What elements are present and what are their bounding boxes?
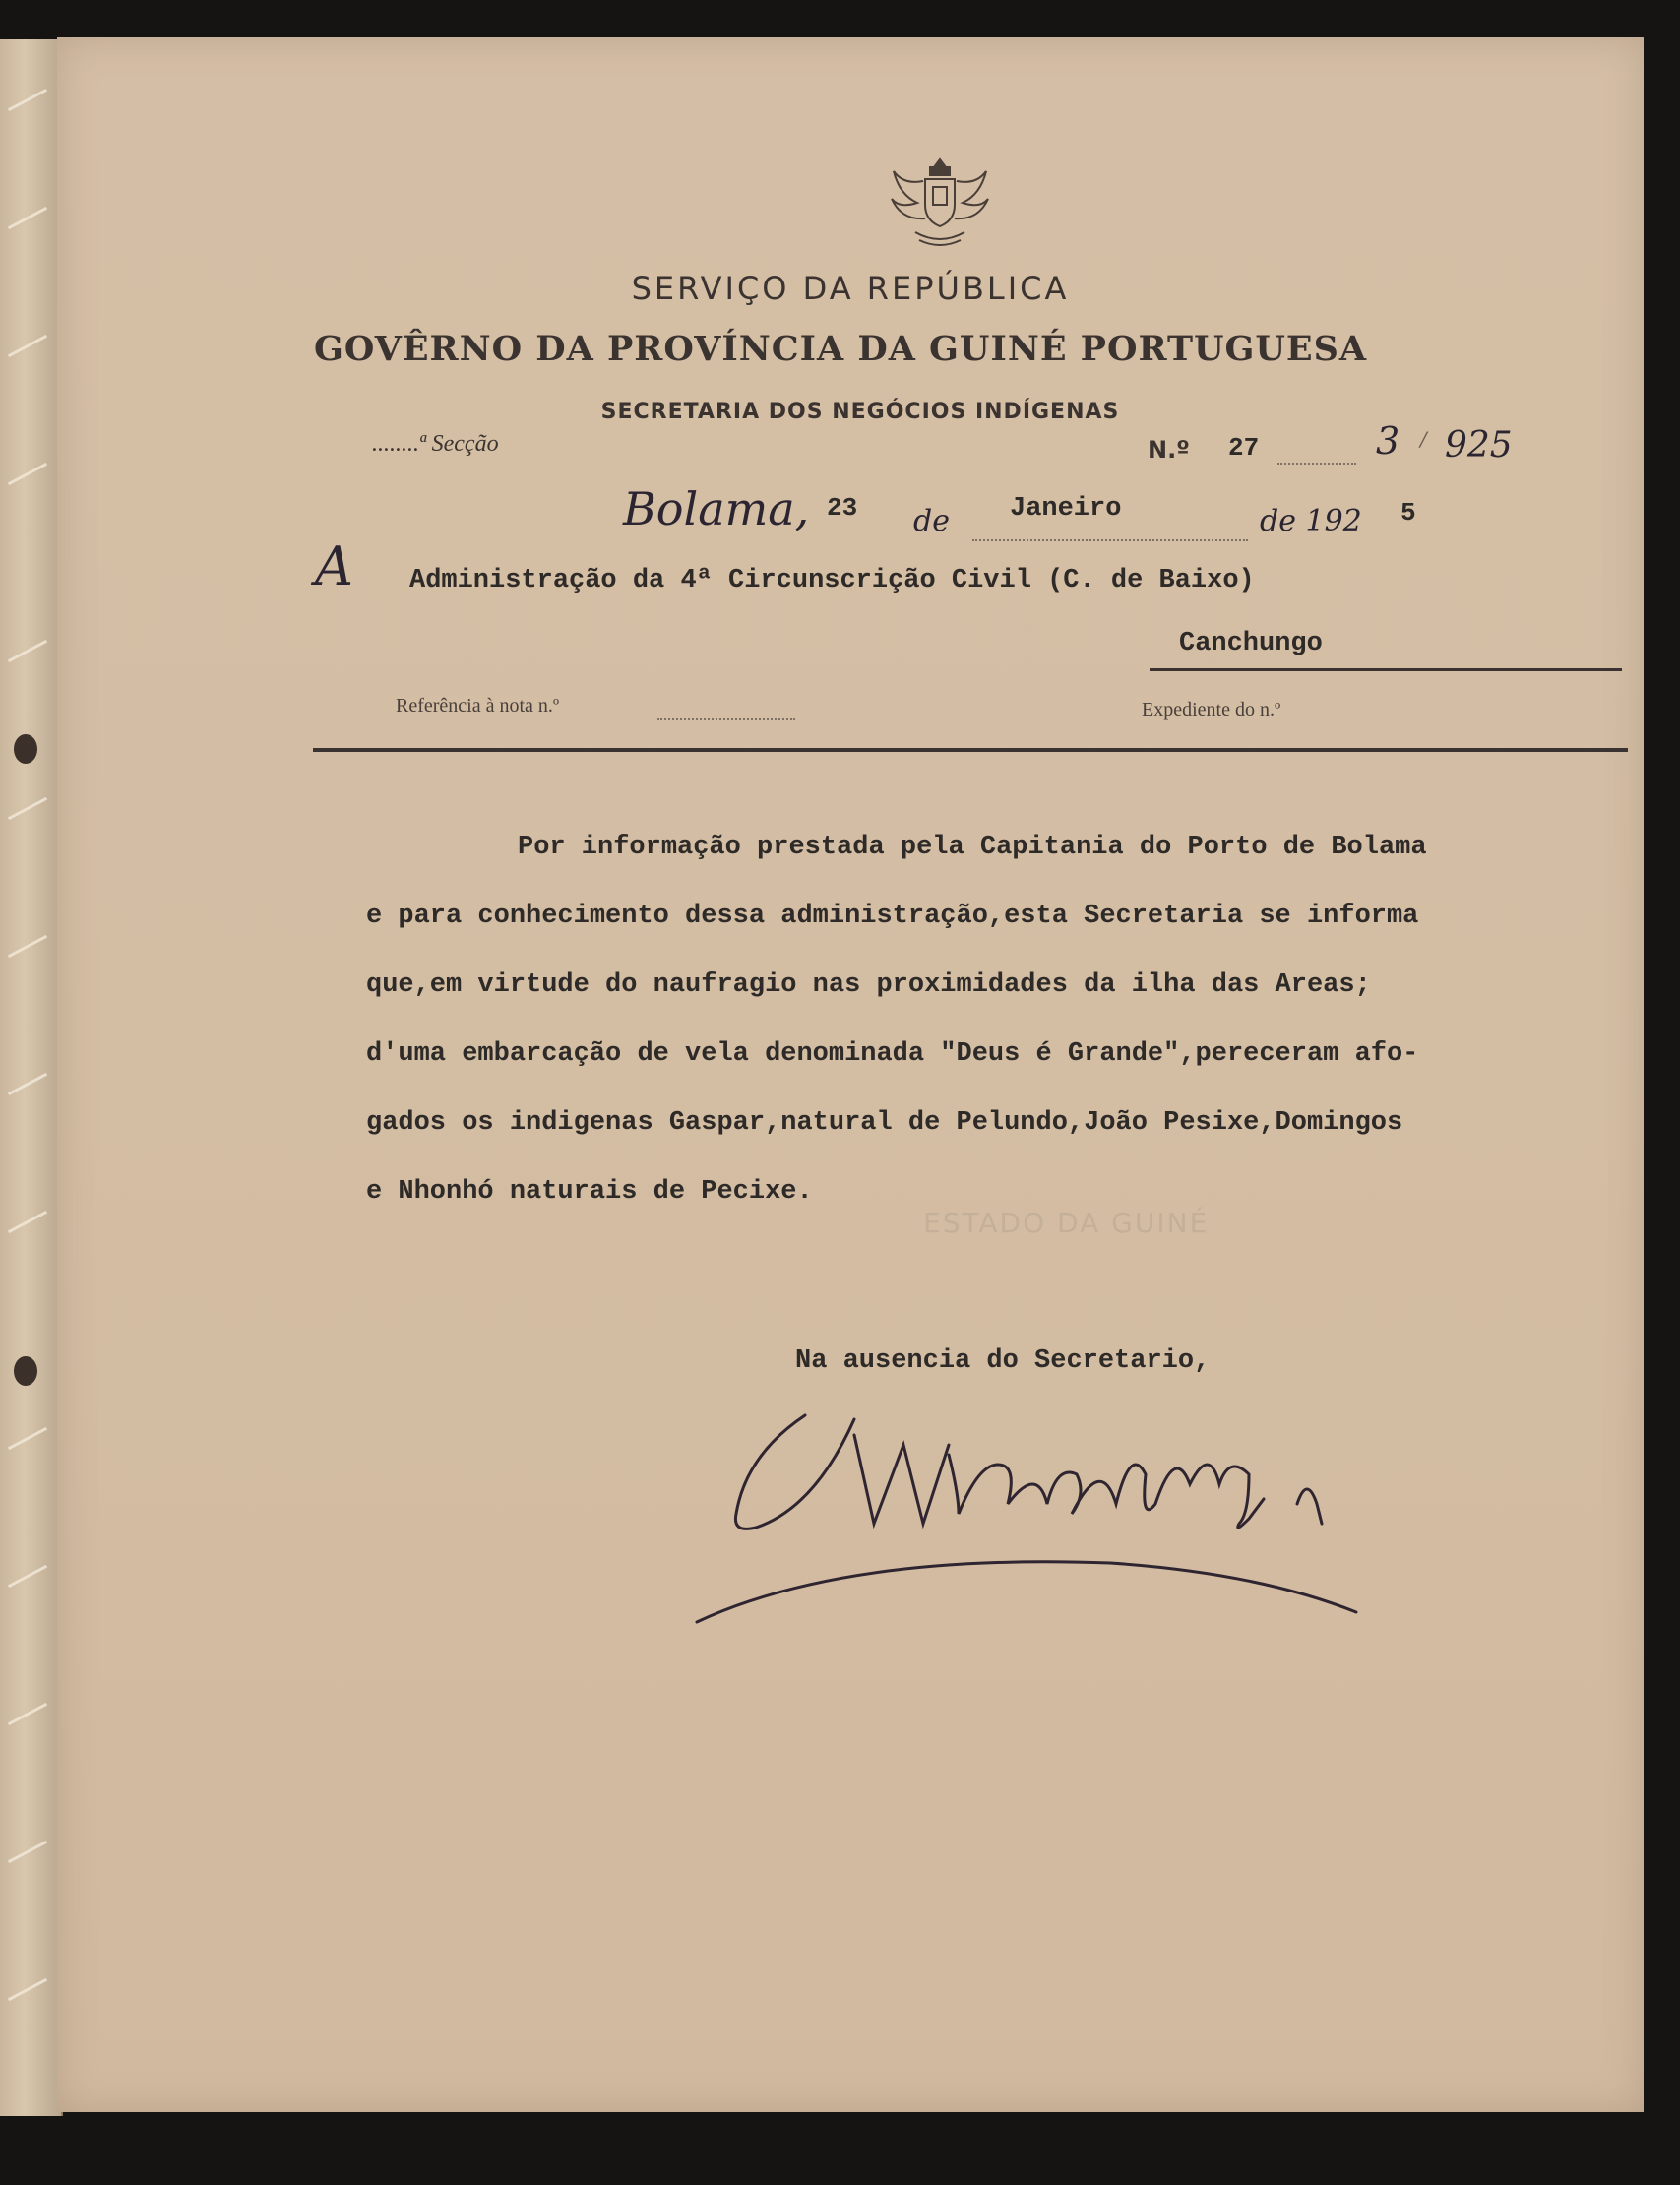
binding-stitch	[8, 1841, 47, 1863]
binding-stitch	[8, 935, 47, 958]
document-page: SERVIÇO DA REPÚBLICA GOVÊRNO DA PROVÍNCIA DA GUINÉ PORTUGUESA SECRETARIA DOS NEGÓCIOS INDÍGENAS ........ª Secção N.º 27 3 / 925 Bolama, 23 de Janeiro de 192 5 A Administração da 4ª Circunscrição Civil (C. de Baixo) Canchungo Referência à nota n.º Expediente do n.º ESTADO DA GUINÉ Por informação prestada pela Capitania do Porto de Bolama e para conhecimento dessa administração,esta Secretaria se informa que,em virtude do naufragio nas proximidades da ilha das Areas; d'uma embarcação de vela denominada "Deus é Grande",pereceram afo- gados os indigenas Gaspar,natural de Pelundo,João Pesixe,Domingos e Nhonhó naturais de Pecixe. Na ausencia do Secretario,	[57, 37, 1644, 2112]
numero-value: 27	[1228, 433, 1260, 463]
binding-stitch	[8, 1703, 47, 1725]
body-line: gados os indigenas Gaspar,natural de Pelundo,João Pesixe,Domingos	[366, 1108, 1403, 1138]
date-day: 23	[827, 493, 858, 523]
faded-watermark: ESTADO DA GUINÉ	[923, 1207, 1210, 1239]
body-line: Por informação prestada pela Capitania do Porto de Bolama	[518, 833, 1427, 862]
binding-stitch	[8, 1427, 47, 1450]
binding-stitch	[8, 335, 47, 357]
numero-label: N.º	[1148, 436, 1190, 464]
date-place: Bolama,	[623, 482, 810, 535]
closing-line: Na ausencia do Secretario,	[795, 1346, 1211, 1376]
addressee-place: Canchungo	[1179, 629, 1323, 658]
numero-year: 925	[1445, 425, 1513, 466]
header-service: SERVIÇO DA REPÚBLICA	[631, 270, 1070, 307]
binding-stitch	[8, 1211, 47, 1233]
header-divider	[313, 748, 1628, 752]
body-line: e para conhecimento dessa administração,esta Secretaria se informa	[366, 902, 1419, 931]
coat-of-arms-icon	[886, 154, 994, 252]
expediente-label: Expediente do n.º	[1142, 699, 1281, 720]
date-year-digit: 5	[1400, 498, 1416, 528]
body-line: que,em virtude do naufragio nas proximidades da ilha das Areas;	[366, 970, 1371, 1000]
addressee-line: Administração da 4ª Circunscrição Civil (C. de Baixo)	[409, 566, 1255, 595]
binding-stitch	[8, 463, 47, 485]
addressee-prefix: A	[315, 535, 353, 597]
date-dotline	[972, 539, 1248, 541]
date-de-2: de 192	[1260, 504, 1362, 538]
signature-icon	[687, 1376, 1435, 1642]
numero-dotline	[1277, 463, 1356, 465]
referencia-dotline	[657, 718, 795, 720]
binding-stitch	[8, 207, 47, 229]
letter-body	[366, 833, 1680, 1246]
addressee-underline	[1150, 668, 1622, 671]
body-line: e Nhonhó naturais de Pecixe.	[366, 1177, 813, 1207]
binding-stitch	[8, 797, 47, 820]
body-line: d'uma embarcação de vela denominada "Deus é Grande",pereceram afo-	[366, 1039, 1419, 1069]
binding-stitch	[8, 1565, 47, 1588]
referencia-label: Referência à nota n.º	[396, 695, 560, 717]
numero-handwritten: 3	[1376, 419, 1400, 463]
seccao-label: ........ª Secção	[372, 431, 499, 457]
binding-stitch	[8, 640, 47, 662]
date-month: Janeiro	[1010, 494, 1122, 524]
date-de-1: de	[913, 504, 950, 538]
punch-hole	[14, 734, 37, 764]
punch-hole	[14, 1356, 37, 1386]
header-secretariat: SECRETARIA DOS NEGÓCIOS INDÍGENAS	[600, 400, 1120, 424]
binding-stitch	[8, 1978, 47, 2001]
header-government: GOVÊRNO DA PROVÍNCIA DA GUINÉ PORTUGUESA	[313, 329, 1368, 369]
binding-stitch	[8, 89, 47, 111]
binding-stitch	[8, 1073, 47, 1095]
